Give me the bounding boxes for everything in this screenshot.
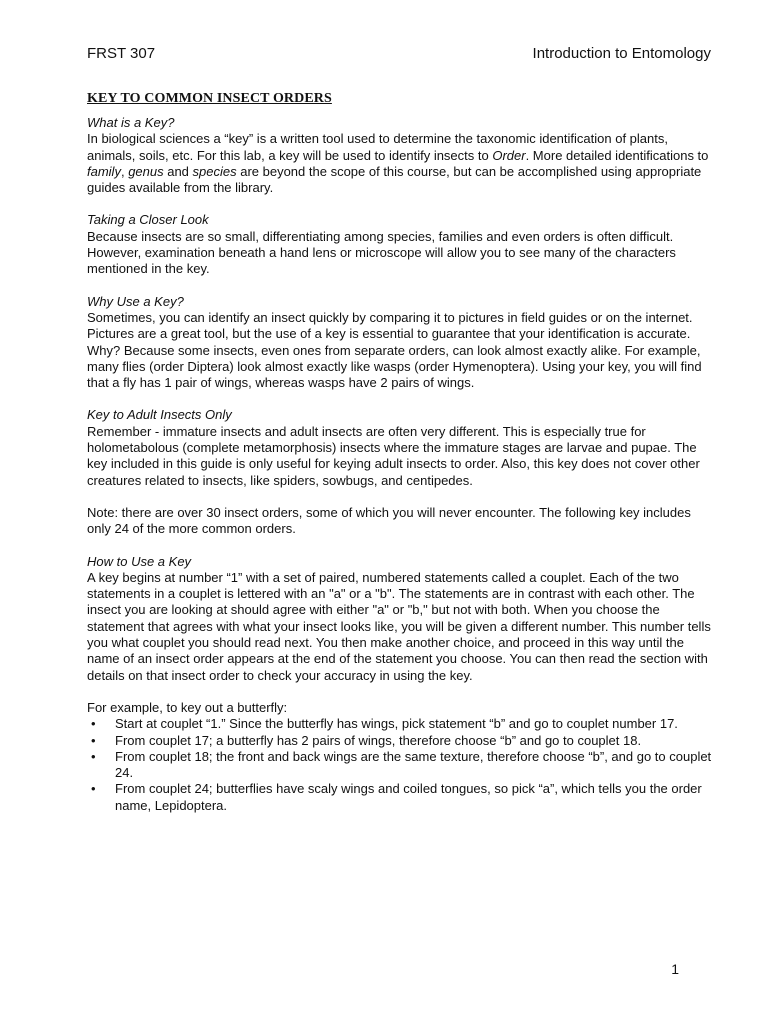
section-note bbox=[87, 505, 717, 538]
section-paragraph: Because insects are so small, differentiating among species, families and even orders is often difficult. However, examination beneath a hand lens or microscope will allow you to see many of the characters mentioned in the key. bbox=[87, 228, 676, 277]
section-heading: Taking a Closer Look bbox=[87, 212, 209, 228]
list-item-text: From couplet 24; butterflies have scaly wings and coiled tongues, so pick “a”, which tells you the order name, Lepidoptera. bbox=[115, 781, 702, 813]
example-intro: For example, to key out a butterfly: bbox=[87, 699, 288, 715]
page-number: 1 bbox=[671, 961, 679, 977]
header-course-code: FRST 307 bbox=[87, 45, 156, 62]
italic-term-genus: genus bbox=[128, 163, 164, 179]
italic-term-species: species bbox=[192, 163, 237, 179]
section-heading: Why Use a Key? bbox=[87, 293, 184, 309]
header-course-title: Introduction to Entomology bbox=[532, 45, 711, 62]
list-item bbox=[87, 781, 717, 814]
text-run: , bbox=[120, 163, 129, 179]
section-paragraph: A key begins at number “1” with a set of paired, numbered statements called a couplet. Each of the two statements in a couplet is lettered with an "a" or a "b". The statements are in contrast with each other. The insect you are looking at should agree with either "a" or "b," but not with both. When you choose the statement that agrees with what your insect looks like, you will be given a different number. This number tells you what couplet you should read next. You then make another choice, and proceed in this way until the name of an insect order appears at the end of the statement you choose. You can then read the section with details on that insect order to check your accuracy in using the key. bbox=[87, 569, 711, 683]
list-item-text: Start at couplet “1.” Since the butterfly has wings, pick statement “b” and go to couplet number 17. bbox=[115, 716, 678, 732]
italic-term-family: family bbox=[87, 163, 121, 179]
list-item-text: From couplet 18; the front and back wings are the same texture, therefore choose “b”, and go to couplet 24. bbox=[115, 748, 712, 781]
section-closer-look bbox=[87, 212, 717, 277]
list-item bbox=[87, 749, 717, 782]
bullet-icon: • bbox=[91, 716, 96, 732]
section-how-to bbox=[87, 554, 717, 684]
note-paragraph: Note: there are over 30 insect orders, some of which you will never encounter. The following key includes only 24 of the more common orders. bbox=[87, 504, 691, 537]
list-item bbox=[87, 733, 717, 749]
section-paragraph: Sometimes, you can identify an insect quickly by comparing it to pictures in field guides or on the internet. Pictures are a great tool, but the use of a key is essential to guarantee that your identification is accurate. Why? Because some insects, even ones from separate orders, can look almost exactly alike. For example, many flies (order Diptera) look almost exactly like wasps (order Hymenoptera). Using your key, you will find that a fly has 1 pair of wings, whereas wasps have 2 pairs of wings. bbox=[87, 309, 702, 391]
text-run: In biological sciences a “key” is a written tool used to determine the taxonomic identification of plants, animals, soils, etc. For this lab, a key will be used to identify insects to bbox=[87, 131, 668, 163]
italic-term-order: Order bbox=[492, 147, 526, 163]
section-paragraph bbox=[87, 131, 717, 196]
list-item bbox=[87, 716, 717, 732]
text-run: are beyond the scope of this course, but can be accomplished using appropriate guides available from the library. bbox=[87, 163, 702, 196]
section-heading: What is a Key? bbox=[87, 115, 175, 130]
section-what-is-key bbox=[87, 115, 717, 196]
section-paragraph: Remember - immature insects and adult insects are often very different. This is especially true for holometabolous (complete metamorphosis) insects where the immature stages are larvae and pupae. The key included in this guide is only useful for keying adult insects to order. Also, this key does not cover other creatures related to insects, like spiders, sowbugs, and centipedes. bbox=[87, 423, 700, 488]
example-steps-list bbox=[87, 716, 717, 814]
bullet-icon: • bbox=[91, 748, 96, 764]
document-body bbox=[87, 115, 717, 830]
section-example bbox=[87, 700, 717, 814]
bullet-icon: • bbox=[91, 781, 96, 797]
bullet-icon: • bbox=[91, 732, 96, 748]
document-title: KEY TO COMMON INSECT ORDERS bbox=[87, 91, 332, 106]
section-heading: How to Use a Key bbox=[87, 553, 192, 569]
section-why-key bbox=[87, 294, 717, 392]
text-run: . More detailed identifications to bbox=[525, 147, 709, 163]
text-run: and bbox=[163, 163, 193, 179]
list-item-text: From couplet 17; a butterfly has 2 pairs of wings, therefore choose “b” and go to couplet 18. bbox=[115, 732, 642, 748]
section-adult-only bbox=[87, 407, 717, 488]
section-heading: Key to Adult Insects Only bbox=[87, 407, 232, 423]
